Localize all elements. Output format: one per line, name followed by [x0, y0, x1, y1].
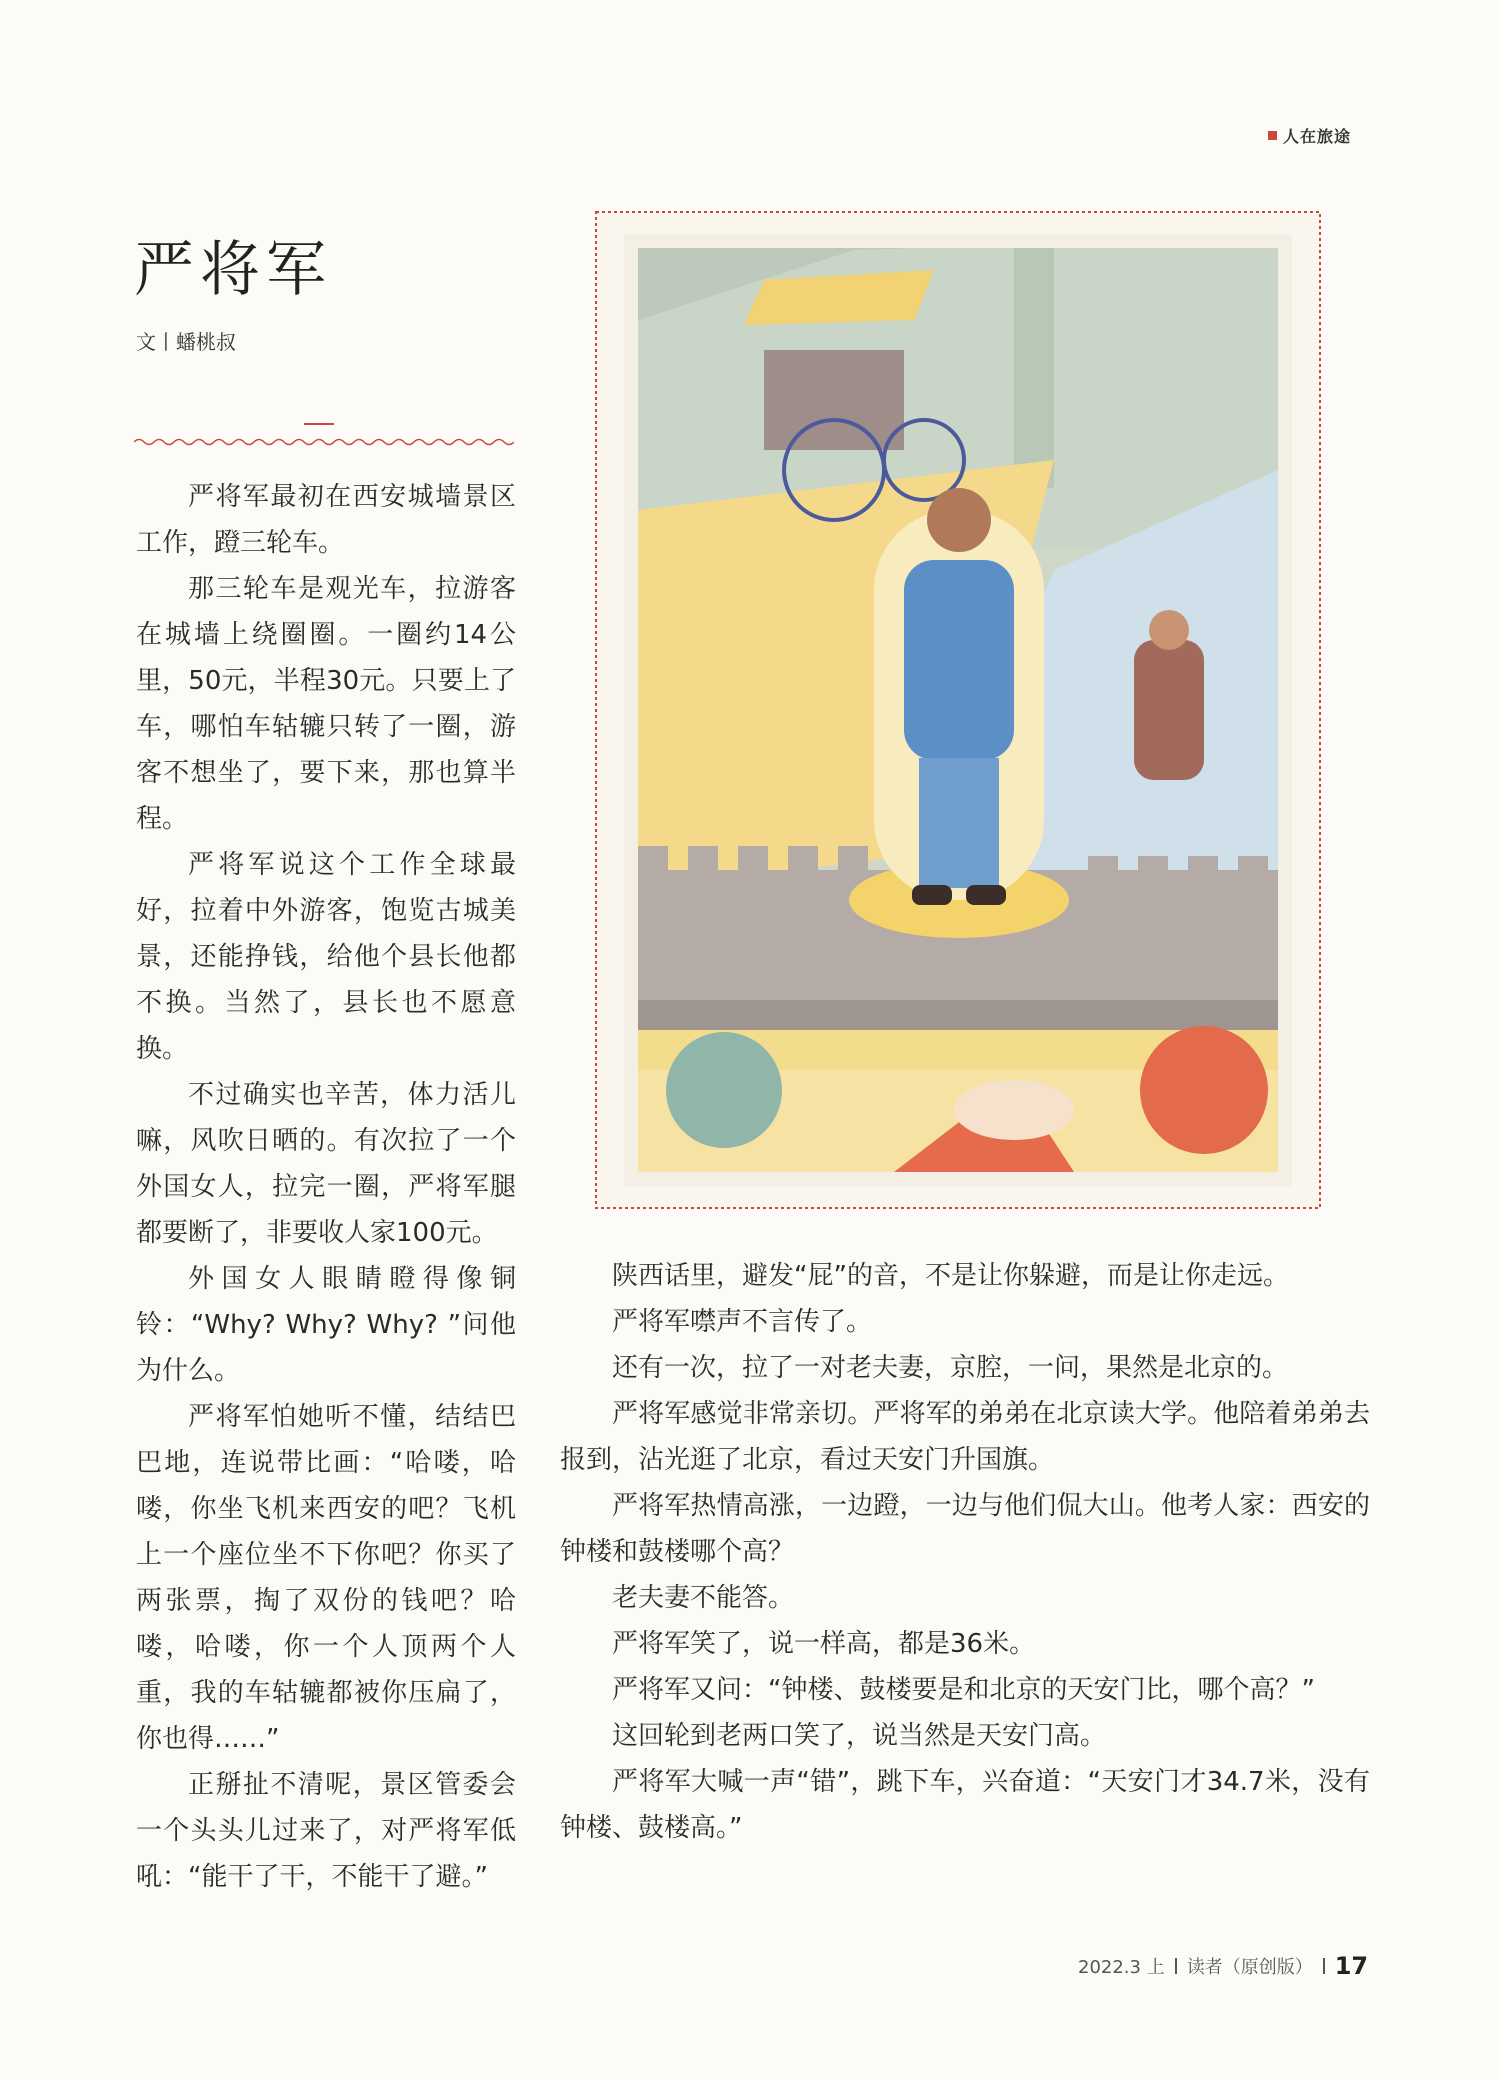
- paragraph: 那三轮车是观光车，拉游客在城墙上绕圈圈。一圈约14公里，50元，半程30元。只要上了车，哪怕车轱辘只转了一圈，游客不想坐了，要下来，那也算半程。: [136, 574, 516, 834]
- right-column: [560, 1253, 1370, 1851]
- paragraph: 严将军怕她听不懂，结结巴巴地，连说带比画：“哈喽，哈喽，你坐飞机来西安的吧？飞机上一个座位坐不下你吧？你买了两张票，掏了双份的钱吧？哈喽，哈喽，你一个人顶两个人重，我的车轱辘都被你压扁了，你也得……”: [136, 1402, 516, 1754]
- paragraph: 严将军笑了，说一样高，都是36米。: [612, 1629, 1036, 1659]
- section-marker-icon: [1268, 131, 1277, 140]
- paragraph: 严将军最初在西安城墙景区工作，蹬三轮车。: [136, 482, 516, 558]
- paragraph: 老夫妻不能答。: [612, 1583, 795, 1613]
- paragraph: 严将军又问：“钟楼、鼓楼要是和北京的天安门比，哪个高？”: [612, 1675, 1315, 1705]
- section-tag: [1268, 124, 1351, 147]
- page-number: 17: [1334, 1952, 1369, 1980]
- wavy-divider: [134, 420, 514, 450]
- paragraph: 陕西话里，避发“屁”的音，不是让你躲避，而是让你走远。: [612, 1261, 1289, 1291]
- article-byline: 文丨蟠桃叔: [136, 330, 236, 354]
- footer-separator: [1175, 1958, 1177, 1974]
- paragraph: 正掰扯不清呢，景区管委会一个头头儿过来了，对严将军低吼：“能干了干，不能干了避。”: [136, 1770, 516, 1892]
- paragraph: 严将军说这个工作全球最好，拉着中外游客，饱览古城美景，还能挣钱，给他个县长他都不换。当然了，县长也不愿意换。: [136, 850, 516, 1064]
- paragraph: 还有一次，拉了一对老夫妻，京腔，一问，果然是北京的。: [612, 1353, 1289, 1383]
- page-footer: [1078, 1952, 1368, 1980]
- paragraph: 严将军噤声不言传了。: [612, 1307, 873, 1337]
- footer-separator: [1323, 1958, 1325, 1974]
- issue-date: 2022.3 上: [1078, 1957, 1165, 1978]
- magazine-name: 读者（原创版）: [1186, 1957, 1313, 1978]
- paragraph: 严将军感觉非常亲切。严将军的弟弟在北京读大学。他陪着弟弟去报到，沾光逛了北京，看过天安门升国旗。: [560, 1399, 1370, 1475]
- paragraph: 这回轮到老两口笑了，说当然是天安门高。: [612, 1721, 1107, 1751]
- left-column: [136, 474, 516, 1900]
- paragraph: 严将军大喊一声“错”，跳下车，兴奋道：“天安门才34.7米，没有钟楼、鼓楼高。”: [560, 1767, 1370, 1843]
- illustration: [594, 210, 1322, 1210]
- paragraph: 外国女人眼睛瞪得像铜铃：“Why? Why? Why? ”问他为什么。: [136, 1264, 516, 1386]
- paragraph: 严将军热情高涨，一边蹬，一边与他们侃大山。他考人家：西安的钟楼和鼓楼哪个高？: [560, 1491, 1370, 1567]
- section-label: 人在旅途: [1283, 127, 1352, 146]
- article-title: 严将军: [134, 235, 332, 305]
- paragraph: 不过确实也辛苦，体力活儿嘛，风吹日晒的。有次拉了一个外国女人，拉完一圈，严将军腿都要断了，非要收人家100元。: [136, 1080, 516, 1248]
